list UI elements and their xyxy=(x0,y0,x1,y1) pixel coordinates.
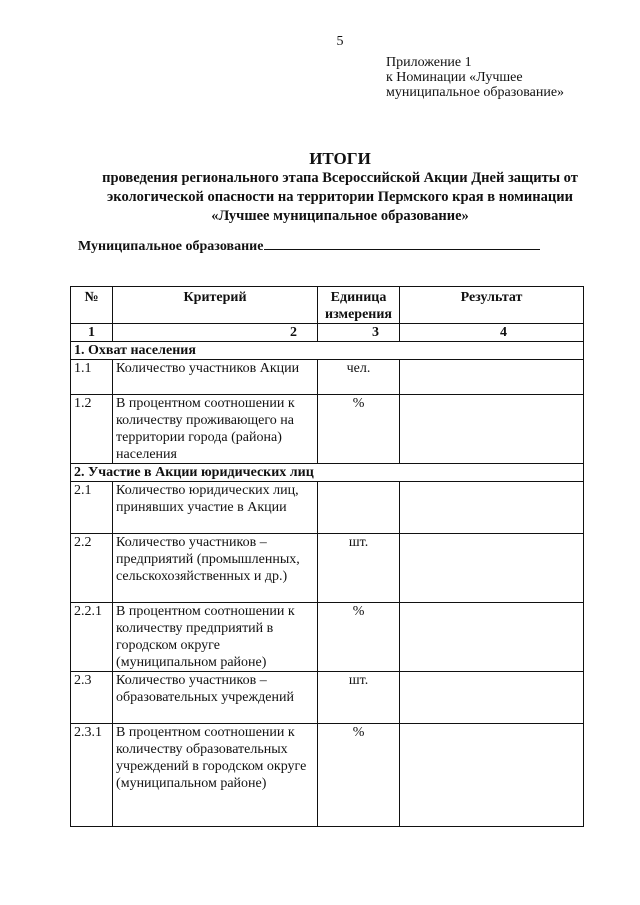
row-result-cell[interactable] xyxy=(400,482,584,534)
page-number: 5 xyxy=(336,34,344,49)
table-row xyxy=(71,603,584,672)
row-number: 2.3.1 xyxy=(71,724,113,827)
row-result-cell[interactable] xyxy=(400,603,584,672)
section-row xyxy=(71,464,584,482)
table-row xyxy=(71,360,584,395)
header-number: № xyxy=(71,287,113,324)
row-unit: шт. xyxy=(318,672,400,724)
header-unit: Единица измерения xyxy=(318,287,400,324)
table-row xyxy=(71,724,584,827)
row-criterion: В процентном соотношении к количеству предприятий в городском округе (муниципальном районе) xyxy=(113,603,318,672)
title-line-3: «Лучшее муниципальное образование» xyxy=(211,208,469,224)
document-title xyxy=(60,148,620,226)
appendix-line-3: муниципальное образование» xyxy=(386,85,565,100)
section-title: 1. Охват населения xyxy=(71,342,584,360)
row-number: 2.3 xyxy=(71,672,113,724)
row-unit: чел. xyxy=(318,360,400,395)
appendix-line-2: к Номинации «Лучшее xyxy=(386,70,523,85)
table-row xyxy=(71,395,584,464)
row-unit: % xyxy=(318,395,400,464)
row-result-cell[interactable] xyxy=(400,724,584,827)
row-criterion: Количество участников Акции xyxy=(113,360,318,395)
column-number-2: 2 xyxy=(113,324,318,342)
title-line-2: экологической опасности на территории Пермского края в номинации xyxy=(107,189,573,205)
title-main: ИТОГИ xyxy=(309,149,371,168)
municipality-label: Муниципальное образование xyxy=(78,239,264,254)
table-header-row xyxy=(71,287,584,324)
column-number-4: 4 xyxy=(400,324,584,342)
row-number: 2.1 xyxy=(71,482,113,534)
municipality-blank-line[interactable] xyxy=(264,236,540,250)
municipality-field xyxy=(78,236,540,255)
column-number-row xyxy=(71,324,584,342)
appendix-line-1: Приложение 1 xyxy=(386,55,472,70)
title-line-1: проведения регионального этапа Всероссийской Акции Дней защиты от xyxy=(102,170,578,186)
row-criterion: Количество участников – предприятий (промышленных, сельскохозяйственных и др.) xyxy=(113,534,318,603)
row-criterion: В процентном соотношении к количеству проживающего на территории города (района) населения xyxy=(113,395,318,464)
column-number-1: 1 xyxy=(71,324,113,342)
row-unit: % xyxy=(318,724,400,827)
criteria-table xyxy=(70,286,584,827)
row-unit: % xyxy=(318,603,400,672)
row-unit: шт. xyxy=(318,534,400,603)
table-row xyxy=(71,482,584,534)
appendix-note xyxy=(386,55,564,100)
row-number: 1.2 xyxy=(71,395,113,464)
table-row xyxy=(71,534,584,603)
row-unit xyxy=(318,482,400,534)
section-row xyxy=(71,342,584,360)
row-number: 2.2 xyxy=(71,534,113,603)
row-result-cell[interactable] xyxy=(400,395,584,464)
row-result-cell[interactable] xyxy=(400,672,584,724)
row-criterion: В процентном соотношении к количеству образовательных учреждений в городском округе (муниципальном районе) xyxy=(113,724,318,827)
header-criterion: Критерий xyxy=(113,287,318,324)
row-result-cell[interactable] xyxy=(400,534,584,603)
row-criterion: Количество участников – образовательных учреждений xyxy=(113,672,318,724)
row-result-cell[interactable] xyxy=(400,360,584,395)
row-criterion: Количество юридических лиц, принявших участие в Акции xyxy=(113,482,318,534)
header-result: Результат xyxy=(400,287,584,324)
section-title: 2. Участие в Акции юридических лиц xyxy=(71,464,584,482)
row-number: 1.1 xyxy=(71,360,113,395)
row-number: 2.2.1 xyxy=(71,603,113,672)
column-number-3: 3 xyxy=(318,324,400,342)
table-row xyxy=(71,672,584,724)
